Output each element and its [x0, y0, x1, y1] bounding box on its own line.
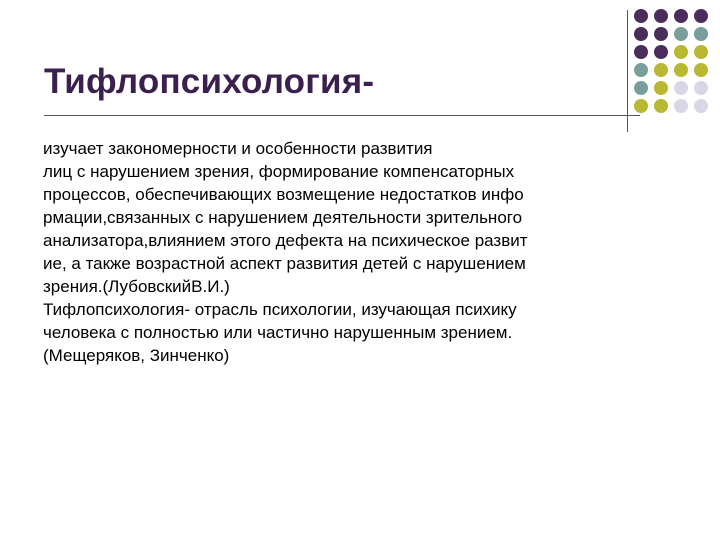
decorative-dot	[674, 9, 688, 23]
slide-body	[43, 137, 703, 367]
decorative-dot	[674, 27, 688, 41]
decorative-dot	[634, 99, 648, 113]
slide-title: Тифлопсихология-	[44, 62, 375, 101]
decorative-dot	[674, 81, 688, 95]
text-line: анализатора,влиянием этого дефекта на психическое развит	[43, 231, 528, 250]
text-line: лиц с нарушением зрения, формирование компенсаторных	[43, 162, 515, 181]
title-underline	[44, 115, 640, 116]
decorative-dot	[654, 45, 668, 59]
decorative-dot	[694, 45, 708, 59]
decorative-dot	[694, 27, 708, 41]
decorative-dot	[654, 63, 668, 77]
decorative-dot	[674, 45, 688, 59]
decorative-dot	[654, 27, 668, 41]
decorative-dot	[694, 9, 708, 23]
definition-paragraph-2	[43, 298, 703, 344]
decorative-dot	[634, 27, 648, 41]
text-line: (Мещеряков, Зинченко)	[43, 346, 230, 365]
decorative-dot	[654, 9, 668, 23]
decorative-dot	[694, 81, 708, 95]
text-line: зрения.(ЛубовскийВ.И.)	[43, 277, 230, 296]
decorative-dot	[674, 63, 688, 77]
text-line: ие, а также возрастной аспект развития детей с нарушением	[43, 254, 526, 273]
text-line: рмации,связанных с нарушением деятельности зрительного	[43, 208, 523, 227]
decorative-dot	[634, 81, 648, 95]
decorative-dot	[694, 63, 708, 77]
decorative-dot	[634, 9, 648, 23]
decorative-dot	[654, 99, 668, 113]
decorative-dot	[634, 63, 648, 77]
decorative-dot	[674, 99, 688, 113]
decorative-dot	[634, 45, 648, 59]
text-line: Тифлопсихология- отрасль психологии, изучающая психику	[43, 300, 517, 319]
decorative-dot	[694, 99, 708, 113]
definition-paragraph-1	[43, 137, 703, 298]
text-line: процессов, обеспечивающих возмещение недостатков инфо	[43, 185, 524, 204]
text-line: человека с полностью или частично нарушенным зрением.	[43, 323, 513, 342]
decorative-dot	[654, 81, 668, 95]
text-line: изучает закономерности и особенности развития	[43, 139, 433, 158]
vertical-divider	[627, 10, 628, 132]
citation-paragraph	[43, 344, 703, 367]
decorative-dot-grid	[632, 7, 720, 117]
